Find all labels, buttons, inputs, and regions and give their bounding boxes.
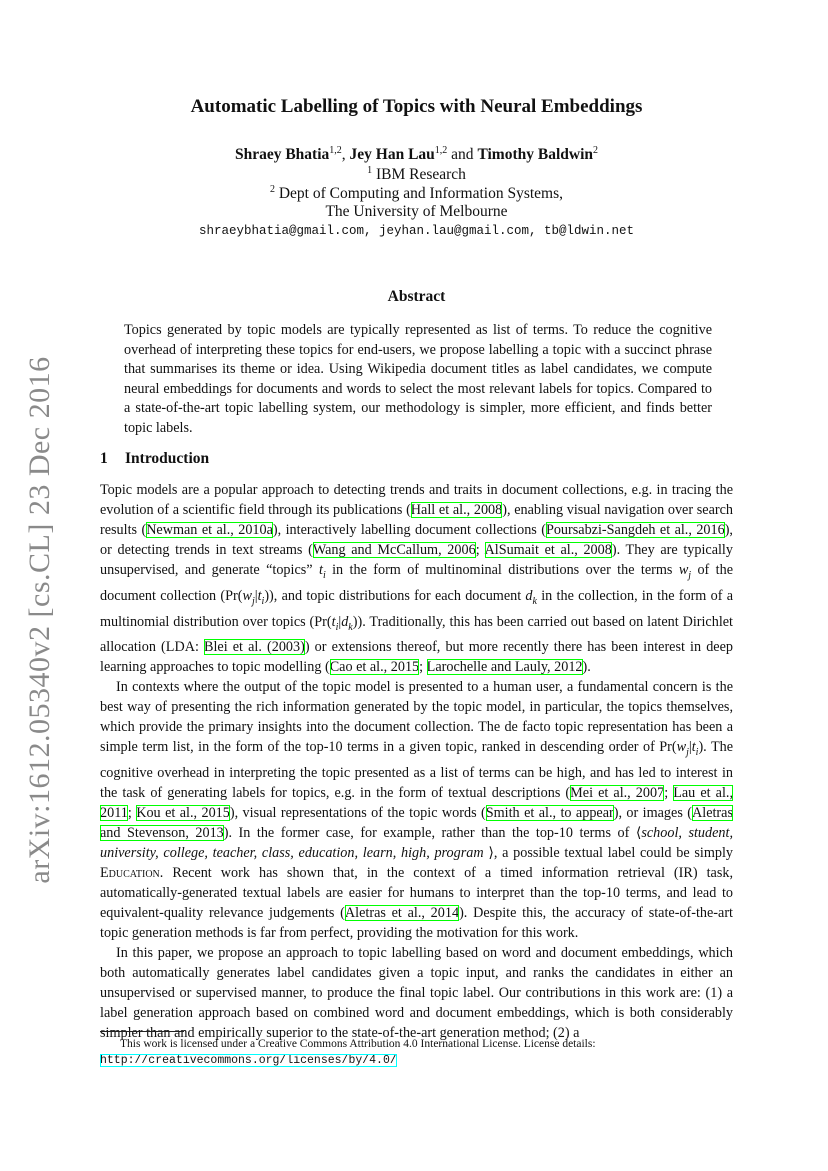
affiliation-text: IBM Research xyxy=(375,166,466,184)
math-subscript: k xyxy=(348,621,353,633)
text-run: ; xyxy=(127,805,137,822)
text-run: ; xyxy=(664,785,674,802)
author-separator: , xyxy=(341,146,350,164)
citation-link[interactable]: AlSumait et al., 2008 xyxy=(484,542,612,558)
text-run: ; xyxy=(475,542,485,558)
math-italic: d xyxy=(525,587,533,604)
citation-link[interactable]: Aletras et al., 2014 xyxy=(344,905,460,922)
citation-link[interactable]: Blei et al. (2003) xyxy=(204,639,305,656)
author-name: Jey Han Lau xyxy=(349,146,435,164)
text-run: ), enabling visual navigation over search results ( xyxy=(100,502,733,538)
math-subscript: i xyxy=(261,595,265,607)
text-run: in the form of multinominal distributions over the terms xyxy=(325,562,679,578)
math-subscript: j xyxy=(686,747,689,759)
text-run: ; xyxy=(419,659,427,676)
citation-link[interactable]: Newman et al., 2010a xyxy=(146,522,273,538)
citation-link[interactable]: Kou et al., 2015 xyxy=(136,805,230,822)
footnote-rule xyxy=(100,1031,184,1032)
text-run: ). Despite this, the accuracy of state-of-the-art topic generation methods is far from perfect, providing the motivation for this work. xyxy=(100,905,733,942)
affiliation-sup: 1 xyxy=(367,165,373,176)
small-caps-label: Education xyxy=(100,865,160,882)
citation-link[interactable]: Aletras and Stevenson, 2013 xyxy=(100,805,733,842)
math-italic: w xyxy=(242,587,252,604)
section-title: Introduction xyxy=(125,450,210,467)
math-italic: school, student, university, college, teacher, class, education, learn, high, program xyxy=(100,825,733,862)
author-affiliation-sup: 2 xyxy=(593,145,599,156)
arxiv-sidebar-stamp xyxy=(14,356,66,884)
text-run: ). The cognitive overhead in interpreting the topic presented as a list of terms can be high, and has led to interest in the task of generating labels for topics, e.g. in the form of textual descriptions ( xyxy=(100,739,733,802)
author-name: Shraey Bhatia xyxy=(234,146,330,164)
arxiv-identifier: arXiv:1612.05340v2 [cs.CL] 23 Dec 2016 xyxy=(23,356,56,884)
author-list xyxy=(100,145,733,164)
math-italic: d xyxy=(341,613,349,630)
text-run: )), and topic distributions for each document xyxy=(264,587,526,604)
citation-link[interactable]: Smith et al., to appear xyxy=(485,805,614,822)
affiliation-text: Dept of Computing and Information Systems, xyxy=(278,185,563,203)
body-paragraph xyxy=(100,943,733,1043)
text-run: ), interactively labelling document collections ( xyxy=(272,522,546,538)
math-italic: t xyxy=(318,562,323,578)
text-run: )). Traditionally, this has been carried out based on latent Dirichlet allocation (LDA: xyxy=(100,613,733,656)
section-number: 1 xyxy=(100,450,108,467)
affiliation-sup: 2 xyxy=(269,184,275,195)
author-affiliation-sup: 1,2 xyxy=(434,145,448,156)
abstract-text: Topics generated by topic models are typically represented as list of terms. To reduce the cognitive overhead of interpreting these topics for end-users, we propose labelling a topic with a succinct phrase that summarises its theme or idea. Using Wikipedia document titles as label candidates, we compute neural embeddings for documents and words to select the most relevant labels for topics. Compared to a state-of-the-art topic labelling system, our methodology is simpler, more efficient, and finds better topic labels. xyxy=(124,322,712,436)
author-affiliation-sup: 1,2 xyxy=(329,145,342,156)
introduction-body xyxy=(100,480,733,1043)
footnote-text: This work is licensed under a Creative Commons Attribution 4.0 International License. License details: xyxy=(120,1038,596,1050)
text-run: In contexts where the output of the topic model is presented to a human user, a fundamental concern is the best way of presenting the rich information generated by the topic model, in particular, the topics themselves, which provide the primary insights into the document collection. The de facto topic representation has been a simple term list, in the form of the top-10 terms in a given topic, ranked in descending order of Pr( xyxy=(100,679,733,756)
text-run: ). xyxy=(582,659,591,676)
text-run: In this paper, we propose an approach to topic labelling based on word and document embeddings, which both automatically generates label candidates given a topic input, and ranks the candidates in either an unsupervised or supervised manner, to produce the final topic label. Our contributions in this work are: (1) a label generation approach based on combined word and document embeddings, which is both considerably simpler than and empirically superior to the state-of-the-art generation method; (2) a xyxy=(100,945,733,1042)
citation-link[interactable]: Cao et al., 2015 xyxy=(329,659,420,676)
math-subscript: k xyxy=(532,595,537,607)
math-italic: w xyxy=(678,562,689,578)
text-run: ). They are typically unsupervised, and generate “topics” xyxy=(100,542,733,578)
author-name: Timothy Baldwin xyxy=(477,146,594,164)
affiliation-line xyxy=(100,203,733,221)
body-paragraph xyxy=(100,677,733,943)
paper-title: Automatic Labelling of Topics with Neural Embeddings xyxy=(190,96,643,117)
affiliation-text: The University of Melbourne xyxy=(325,203,508,220)
math-subscript: i xyxy=(335,621,339,633)
citation-link[interactable]: Larochelle and Lauly, 2012 xyxy=(426,659,583,676)
math-subscript: j xyxy=(251,595,255,607)
math-italic: w xyxy=(676,739,687,756)
text-run: ) or extensions thereof, but more recently there has been interest in deep learning approaches to topic modelling ( xyxy=(100,639,733,676)
text-run: in the collection, in the form of a multinomial distribution over topics (Pr( xyxy=(100,587,733,630)
text-run: Topic models are a popular approach to detecting trends and traits in document collections, e.g. in tracing the evolution of a scientific field through its publications ( xyxy=(100,482,733,518)
text-run: ). In the former case, for example, rather than the top-10 terms of ⟨ xyxy=(223,825,642,842)
citation-link[interactable]: Hall et al., 2008 xyxy=(410,502,503,518)
text-run: | xyxy=(688,739,692,756)
abstract-heading: Abstract xyxy=(387,288,446,305)
text-run: ), or detecting trends in text streams ( xyxy=(100,522,733,558)
citation-link[interactable]: Poursabzi-Sangdeh et al., 2016 xyxy=(545,522,725,538)
citation-link[interactable]: Mei et al., 2007 xyxy=(570,785,665,802)
math-italic: t xyxy=(257,587,262,604)
text-run: . Recent work has shown that, in the context of a timed information retrieval (IR) task, automatically-generated textual labels are easier for humans to interpret than the top-10 terms, and lead to equivalent-quality relevance judgements ( xyxy=(100,865,733,922)
text-run: | xyxy=(254,587,258,604)
citation-link[interactable]: Wang and McCallum, 2006 xyxy=(312,542,476,558)
math-italic: t xyxy=(691,739,696,756)
license-url-link[interactable]: http://creativecommons.org/licenses/by/4.0/ xyxy=(100,1054,397,1067)
math-subscript: i xyxy=(695,747,699,759)
footnote xyxy=(100,1036,733,1069)
text-run: of the document collection (Pr( xyxy=(100,562,733,604)
text-run: ⟩, a possible textual label could be simply xyxy=(483,845,733,862)
text-run: | xyxy=(338,613,342,630)
text-run: ), or images ( xyxy=(613,805,692,822)
body-paragraph xyxy=(100,480,733,677)
affiliation-line xyxy=(100,165,733,184)
math-italic: t xyxy=(331,613,336,630)
text-run: ), visual representations of the topic words ( xyxy=(229,805,486,822)
affiliation-line xyxy=(100,184,733,203)
math-subscript: j xyxy=(688,569,692,581)
section-heading xyxy=(100,450,209,468)
author-emails: shraeybhatia@gmail.com, jeyhan.lau@gmail.com, tb@ldwin.net xyxy=(198,224,635,238)
math-subscript: i xyxy=(322,569,326,581)
citation-link[interactable]: Lau et al., 2011 xyxy=(100,785,733,822)
author-separator: and xyxy=(447,146,478,164)
